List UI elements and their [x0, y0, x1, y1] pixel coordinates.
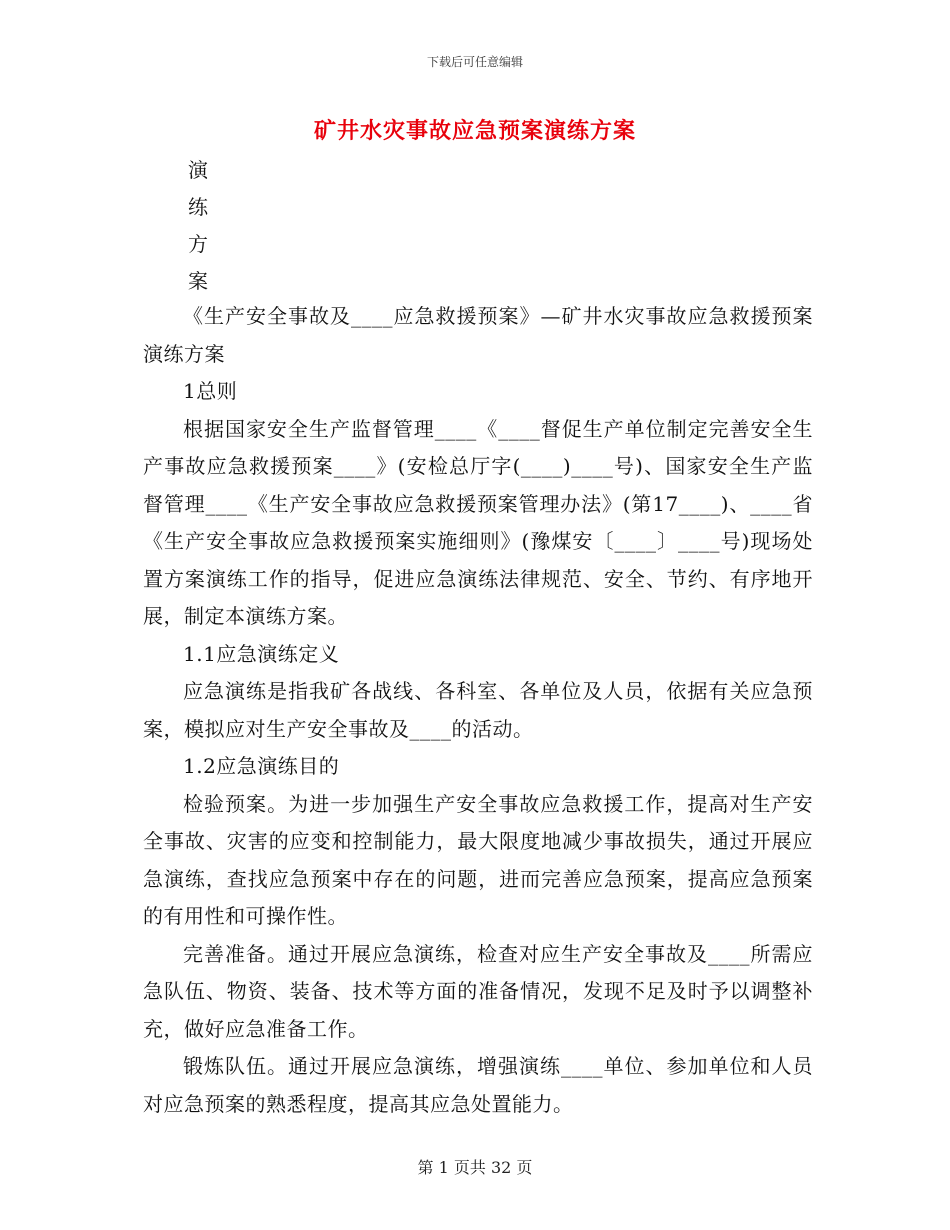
paragraph-basis: 根据国家安全生产监督管理____《____督促生产单位制定完善安全生产事故应急救援预案____》(安检总厅字(____)____号)、国家安全生产监督管理____《生产安全事故应急救援预案管理办法》(第17____)、____省《生产安全事故应急救援预案实施细则》(豫煤安〔____〕____号)现场处置方案演练工作的指导，促进应急演练法律规范、安全、节约、有序地开展，制定本演练方案。 [143, 416, 813, 628]
page-header-note: 下载后可任意编辑 [426, 55, 523, 69]
paragraph-plan-reference: 《生产安全事故及____应急救援预案》—矿井水灾事故应急救援预案演练方案 [143, 304, 813, 366]
document-title: 矿井水灾事故应急预案演练方案 [313, 118, 636, 144]
paragraph-train-team: 锻炼队伍。通过开展应急演练，增强演练____单位、参加单位和人员对应急预案的熟悉程度，提高其应急处置能力。 [143, 1054, 813, 1116]
paragraph-verify-plan: 检验预案。为进一步加强生产安全事故应急救援工作，提高对生产安全事故、灾害的应变和控制能力，最大限度地减少事故损失，通过开展应急演练，查找应急预案中存在的问题，进而完善应急预案，提高应急预案的有用性和可操作性。 [143, 791, 813, 928]
vertical-char-2: 练 [188, 195, 208, 219]
vertical-char-4: 案 [188, 269, 208, 293]
section-heading-purpose: 1.2应急演练目的 [183, 754, 340, 778]
paragraph-improve-preparation: 完善准备。通过开展应急演练，检查对应生产安全事故及____所需应急队伍、物资、装备、技术等方面的准备情况，发现不足及时予以调整补充，做好应急准备工作。 [143, 941, 813, 1041]
document-body [143, 298, 813, 1123]
vertical-char-3: 方 [188, 232, 208, 256]
page-number: 第 1 页共 32 页 [417, 1158, 533, 1177]
section-heading-definition: 1.1应急演练定义 [183, 641, 340, 666]
paragraph-definition: 应急演练是指我矿各战线、各科室、各单位及人员，依据有关应急预案，模拟应对生产安全事故及____的活动。 [143, 679, 813, 741]
section-heading-general: 1总则 [183, 379, 238, 403]
vertical-char-1: 演 [188, 158, 208, 182]
